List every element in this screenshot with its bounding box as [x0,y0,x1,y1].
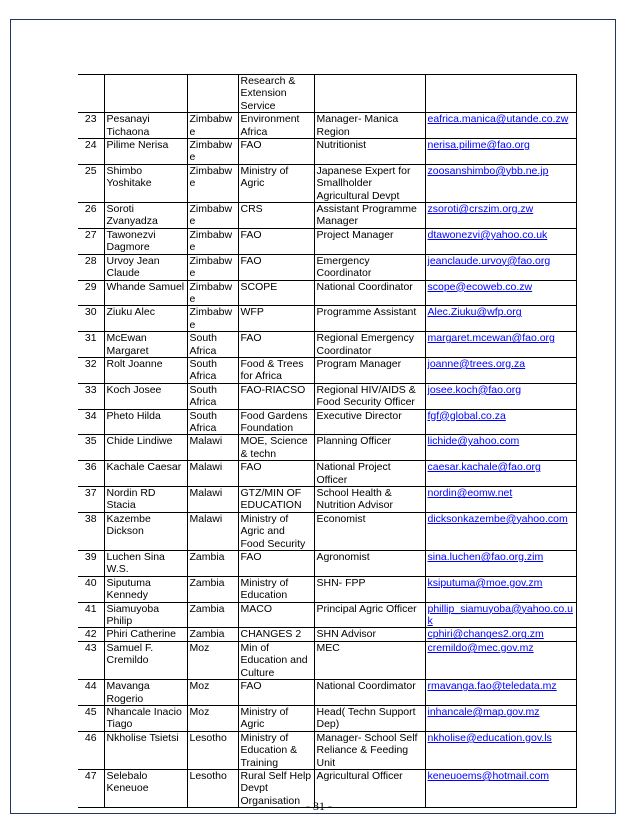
row-number: 36 [78,461,104,487]
participant-name: Samuel F. Cremildo [104,641,187,679]
position: Principal Agric Officer [314,602,425,628]
table-row [78,139,576,165]
participant-name: Selebalo Keneuoe [104,769,187,807]
row-number: 38 [78,512,104,550]
table-row [78,228,576,254]
organisation: FAO-RIACSO [238,383,314,409]
position: Programme Assistant [314,306,425,332]
position: Manager- Manica Region [314,113,425,139]
country: Zimbabwe [187,280,238,306]
page-number: - 31 - [306,799,332,813]
organisation: MOE, Science & techn [238,435,314,461]
participant-name: Phiri Catherine [104,628,187,641]
email-link[interactable]: nerisa.pilime@fao.org [425,139,576,165]
position: Japanese Expert for Smallholder Agricultural Devpt [314,164,425,202]
table-row [78,576,576,602]
row-number: 28 [78,254,104,280]
participant-name: Kachale Caesar [104,461,187,487]
position: Nutritionist [314,139,425,165]
country: South Africa [187,332,238,358]
participant-name: Tawonezvi Dagmore [104,228,187,254]
country: Zimbabwe [187,254,238,280]
row-number: 45 [78,705,104,731]
table-row [78,306,576,332]
position: SHN- FPP [314,576,425,602]
row-number: 32 [78,357,104,383]
participant-name: Pheto Hilda [104,409,187,435]
email-link[interactable]: inhancale@map.gov.mz [425,705,576,731]
table-row [78,280,576,306]
organisation: Ministry of Agric [238,705,314,731]
email-link[interactable]: sina.luchen@fao.org.zim [425,551,576,577]
table-row [78,203,576,229]
country: Malawi [187,487,238,513]
position: Agricultural Officer [314,769,425,807]
email-link[interactable]: lichide@yahoo.com [425,435,576,461]
row-number: 27 [78,228,104,254]
email-link[interactable]: cphiri@changes2.org.zm [425,628,576,641]
row-number: 43 [78,641,104,679]
position: Regional HIV/AIDS & Food Security Officer [314,383,425,409]
country: Zimbabwe [187,306,238,332]
participant-name: Siputuma Kennedy [104,576,187,602]
position: Program Manager [314,357,425,383]
table-row [78,487,576,513]
country: Zambia [187,551,238,577]
position: MEC [314,641,425,679]
country: Lesotho [187,769,238,807]
email-link[interactable]: keneuoems@hotmail.com [425,769,576,807]
row-number: 37 [78,487,104,513]
participant-name: Luchen Sina W.S. [104,551,187,577]
email-link[interactable]: dtawonezvi@yahoo.co.uk [425,228,576,254]
participant-name: Mavanga Rogerio [104,680,187,706]
position: Regional Emergency Coordinator [314,332,425,358]
table-row [78,113,576,139]
country: South Africa [187,409,238,435]
country: Moz [187,705,238,731]
position: National Project Officer [314,461,425,487]
row-number: 39 [78,551,104,577]
country [187,75,238,113]
email-link [425,75,576,113]
country: Zambia [187,576,238,602]
table-body [78,75,576,808]
table-row [78,512,576,550]
position: National Coordimator [314,680,425,706]
table-row [78,409,576,435]
participant-name: Nhancale Inacio Tiago [104,705,187,731]
table-row [78,680,576,706]
email-link[interactable]: margaret.mcewan@fao.org [425,332,576,358]
row-number: 24 [78,139,104,165]
position: Planning Officer [314,435,425,461]
row-number: 42 [78,628,104,641]
country: Lesotho [187,731,238,769]
country: Malawi [187,461,238,487]
email-link[interactable]: ksiputuma@moe.gov.zm [425,576,576,602]
email-link[interactable]: eafrica.manica@utande.co.zw [425,113,576,139]
row-number [78,75,104,113]
email-link[interactable]: Alec.Ziuku@wfp.org [425,306,576,332]
participant-name: Pesanayi Tichaona [104,113,187,139]
country: Zimbabwe [187,203,238,229]
position: Agronomist [314,551,425,577]
row-number: 30 [78,306,104,332]
country: Moz [187,680,238,706]
table-row [78,705,576,731]
row-number: 46 [78,731,104,769]
row-number: 34 [78,409,104,435]
participant-name: Whande Samuel [104,280,187,306]
email-link[interactable]: josee.koch@fao.org [425,383,576,409]
participant-name: Shimbo Yoshitake [104,164,187,202]
table-row [78,383,576,409]
row-number: 41 [78,602,104,628]
email-link[interactable]: phillip_siamuyoba@yahoo.co.uk [425,602,576,628]
country: Malawi [187,435,238,461]
country: Moz [187,641,238,679]
row-number: 29 [78,280,104,306]
organisation: WFP [238,306,314,332]
participant-name: McEwan Margaret [104,332,187,358]
position: Economist [314,512,425,550]
country: Zimbabwe [187,139,238,165]
country: Zimbabwe [187,113,238,139]
organisation: FAO [238,254,314,280]
country: South Africa [187,383,238,409]
organisation: FAO [238,680,314,706]
participant-name: Ziuku Alec [104,306,187,332]
organisation: CRS [238,203,314,229]
position [314,75,425,113]
email-link[interactable]: rmavanga.fao@teledata.mz [425,680,576,706]
organisation: FAO [238,139,314,165]
position: SHN Advisor [314,628,425,641]
organisation: Research & Extension Service [238,75,314,113]
participant-name [104,75,187,113]
organisation: Ministry of Education & Training [238,731,314,769]
email-link[interactable]: zoosanshimbo@ybb.ne.jp [425,164,576,202]
organisation: Ministry of Agric [238,164,314,202]
organisation: GTZ/MIN OF EDUCATION [238,487,314,513]
row-number: 23 [78,113,104,139]
row-number: 40 [78,576,104,602]
email-link[interactable]: cremildo@mec.gov.mz [425,641,576,679]
row-number: 47 [78,769,104,807]
country: Zambia [187,602,238,628]
organisation: FAO [238,228,314,254]
position: National Coordinator [314,280,425,306]
table-row [78,602,576,628]
participant-name: Koch Josee [104,383,187,409]
organisation: FAO [238,551,314,577]
table-row [78,254,576,280]
email-link[interactable]: dicksonkazembe@yahoo.com [425,512,576,550]
email-link[interactable]: nkholise@education.gov.ls [425,731,576,769]
organisation: Min of Education and Culture [238,641,314,679]
participant-name: Chide Lindiwe [104,435,187,461]
row-number: 35 [78,435,104,461]
participant-name: Rolt Joanne [104,357,187,383]
country: Malawi [187,512,238,550]
organisation: MACO [238,602,314,628]
position: Project Manager [314,228,425,254]
position: Head( Techn Support Dep) [314,705,425,731]
email-link[interactable]: nordin@eomw.net [425,487,576,513]
organisation: Rural Self Help Devpt Organisation [238,769,314,807]
organisation: Environment Africa [238,113,314,139]
table-row [78,332,576,358]
participant-name: Kazembe Dickson [104,512,187,550]
email-link[interactable]: caesar.kachale@fao.org [425,461,576,487]
email-link[interactable]: jeanclaude.urvoy@fao.org [425,254,576,280]
table-row [78,435,576,461]
organisation: FAO [238,461,314,487]
email-link[interactable]: zsoroti@crszim.org.zw [425,203,576,229]
participants-table [78,74,577,808]
participant-name: Siamuyoba Philip [104,602,187,628]
table-row [78,641,576,679]
country: South Africa [187,357,238,383]
country: Zambia [187,628,238,641]
participant-name: Nkholise Tsietsi [104,731,187,769]
row-number: 31 [78,332,104,358]
row-number: 44 [78,680,104,706]
table-row [78,164,576,202]
participant-name: Pilime Nerisa [104,139,187,165]
email-link[interactable]: fgf@global.co.za [425,409,576,435]
organisation: Ministry of Education [238,576,314,602]
position: Emergency Coordinator [314,254,425,280]
organisation: FAO [238,332,314,358]
table-row [78,731,576,769]
country: Zimbabwe [187,164,238,202]
email-link[interactable]: scope@ecoweb.co.zw [425,280,576,306]
table-row [78,75,576,113]
row-number: 26 [78,203,104,229]
organisation: CHANGES 2 [238,628,314,641]
participant-name: Urvoy Jean Claude [104,254,187,280]
table-row [78,628,576,641]
row-number: 25 [78,164,104,202]
table-row [78,357,576,383]
row-number: 33 [78,383,104,409]
position: Assistant Programme Manager [314,203,425,229]
position: Manager- School Self Reliance & Feeding Unit [314,731,425,769]
country: Zimbabwe [187,228,238,254]
organisation: Food Gardens Foundation [238,409,314,435]
participant-name: Soroti Zvanyadza [104,203,187,229]
organisation: SCOPE [238,280,314,306]
organisation: Food & Trees for Africa [238,357,314,383]
position: School Health & Nutrition Advisor [314,487,425,513]
organisation: Ministry of Agric and Food Security [238,512,314,550]
position: Executive Director [314,409,425,435]
table-row [78,461,576,487]
email-link[interactable]: joanne@trees.org.za [425,357,576,383]
participant-name: Nordin RD Stacia [104,487,187,513]
table-row [78,551,576,577]
